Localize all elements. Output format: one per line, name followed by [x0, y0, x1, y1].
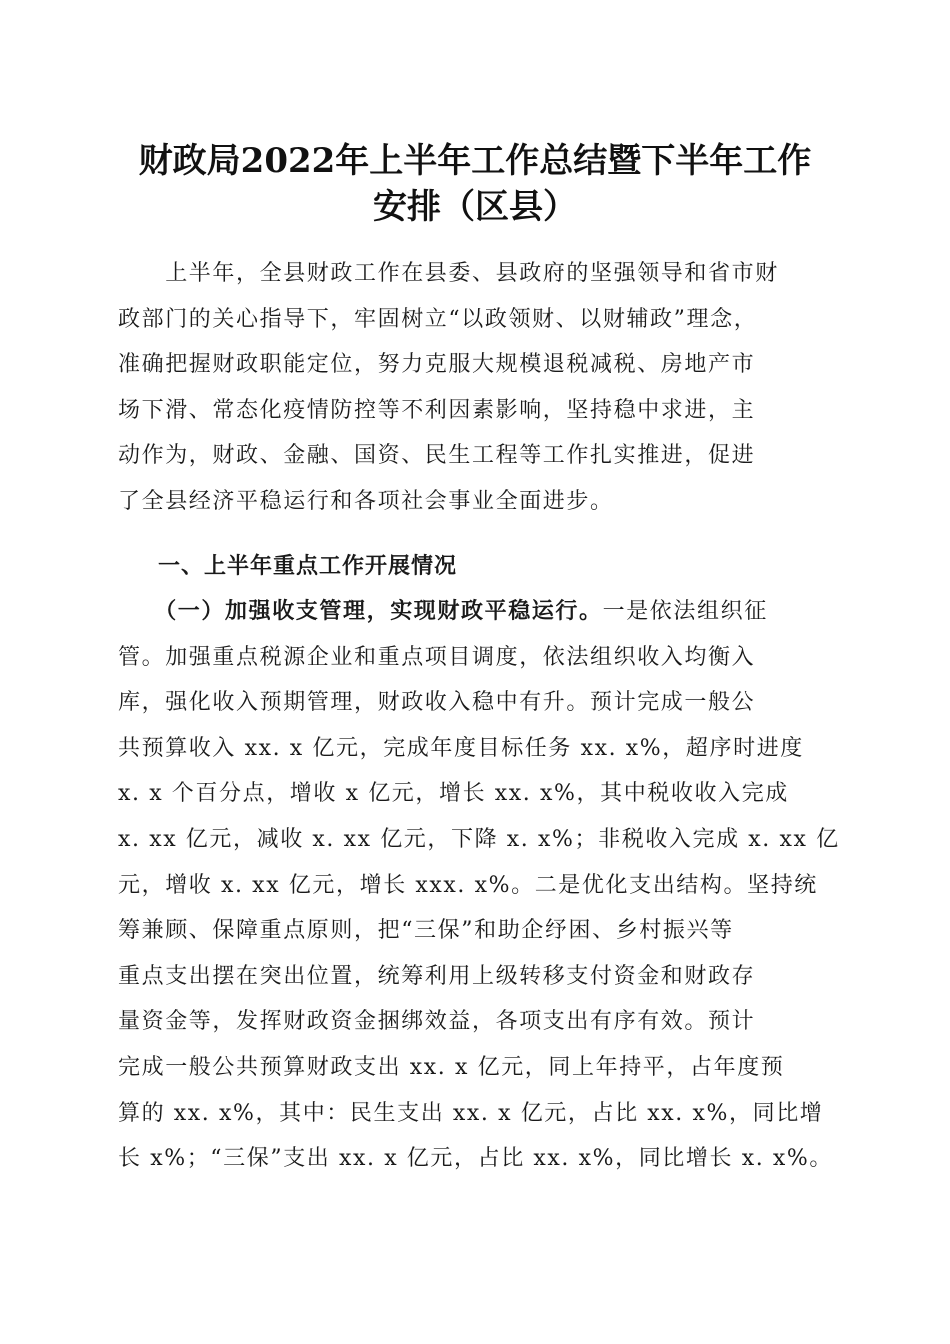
intro-paragraph — [118, 251, 828, 525]
text-line: 元，增收 x. xx 亿元，增长 xxx. x%。二是优化支出结构。坚持统 — [118, 872, 818, 898]
text-run: 一是依法组织征 — [602, 599, 768, 624]
text-line: 重点支出摆在突出位置，统筹利用上级转移支付资金和财政存 — [118, 963, 756, 989]
text-line: 筹兼顾、保障重点原则，把“三保”和助企纾困、乡村振兴等 — [118, 918, 734, 944]
text-line: 管。加强重点税源企业和重点项目调度，依法组织收入均衡入 — [118, 644, 756, 670]
title-line-2: 安排（区县） — [373, 187, 577, 227]
section-paragraph — [118, 589, 840, 1182]
text-line: 准确把握财政职能定位，努力克服大规模退税减税、房地产市 — [118, 352, 756, 378]
section-heading: 一、上半年重点工作开展情况 — [158, 554, 458, 579]
text-line: x. x 个百分点，增收 x 亿元，增长 xx. x%，其中税收收入完成 — [118, 781, 789, 807]
text-line: 完成一般公共预算财政支出 xx. x 亿元，同上年持平，占年度预 — [118, 1054, 785, 1080]
text-line: 算的 xx. x%，其中：民生支出 xx. x 亿元，占比 xx. x%，同比增 — [118, 1100, 824, 1126]
text-line: 上半年，全县财政工作在县委、县政府的坚强领导和省市财 — [118, 261, 779, 286]
text-line: 量资金等，发挥财政资金捆绑效益，各项支出有序有效。预计 — [118, 1009, 756, 1035]
text-line: 动作为，财政、金融、国资、民生工程等工作扎实推进，促进 — [118, 443, 756, 469]
text-line: 长 x%；“三保”支出 xx. x 亿元，占比 xx. x%，同比增长 x. x%。 — [118, 1146, 833, 1172]
text-line — [118, 589, 828, 635]
text-line: x. xx 亿元，减收 x. xx 亿元，下降 x. x%；非税收入完成 x. xx 亿 — [118, 826, 840, 852]
document-title — [0, 138, 950, 230]
text-line: 了全县经济平稳运行和各项社会事业全面进步。 — [118, 488, 614, 514]
title-line-1: 财政局2022年上半年工作总结暨下半年工作 — [138, 141, 812, 181]
text-line: 场下滑、常态化疫情防控等不利因素影响，坚持稳中求进，主 — [118, 397, 756, 423]
text-line: 库，强化收入预期管理，财政收入稳中有升。预计完成一般公 — [118, 690, 756, 716]
text-line: 共预算收入 xx. x 亿元，完成年度目标任务 xx. x%，超序时进度 — [118, 735, 804, 761]
subsection-heading: （一）加强收支管理，实现财政平稳运行。 — [165, 598, 603, 624]
text-line: 政部门的关心指导下，牢固树立“以政领财、以财辅政”理念， — [118, 306, 758, 332]
